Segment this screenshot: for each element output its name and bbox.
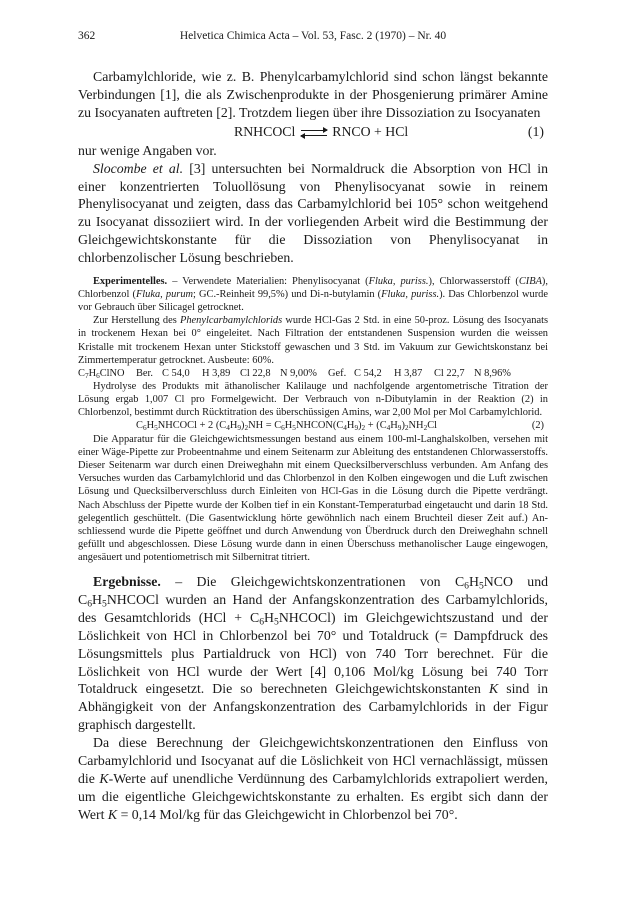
page-number: 362 bbox=[78, 30, 96, 42]
journal-title: Helvetica Chimica Acta – Vol. 53, Fasc. 2 (1970) – Nr. 40 bbox=[179, 30, 447, 42]
analysis-formula: $C_7H_6ClNO$ bbox=[78, 367, 125, 380]
intro-paragraph-2: Slocombe et al. [3] untersuchten bei Normaldruck die Absorption von HCl in einer konzentrierten Toluollösung von Phenylisocyanat sowie in reinem Phenylisocyanat und zeigten, dass das Carbamylchlorid bei 105° schon weitgehend zu Isocyanat dissoziiert wird. In der vorliegenden Arbeit wird die Bestimmung der Gleichgewichtskonstante für die Dissoziation von Phenylisocyanat in chlorbenzolischer Lösung beschrieben. bbox=[78, 160, 548, 266]
author-citation: Slocombe et al. bbox=[93, 160, 184, 176]
experimental-materials: Experimentelles. – Verwendete Materialien: Phenylisocyanat (Fluka, puriss.), Chlorwasserstoff (CIBA), Chlorbenzol (Fluka, purum; GC.-Reinheit 99,5%) und Di-n-butylamin (Fluka, puriss.). Das Chlorbenzol wurde vor Gebrauch über Silicagel getrocknet. bbox=[78, 276, 548, 314]
experimental-heading: Experimentelles. bbox=[93, 276, 168, 288]
results-heading: Ergebnisse. bbox=[93, 574, 161, 590]
equation-1-left: RNHCOCl bbox=[234, 123, 296, 139]
equation-2-formula: $C_6H_5NHCOCl + 2$ $(C_4H_9)_2NH$ = $C_6H_5NHCON(C_4H_9)_2 + (C_4H_9)_2NH_2Cl$ bbox=[136, 420, 438, 432]
article-body bbox=[78, 68, 548, 824]
equation-2-number: (2) bbox=[531, 420, 544, 432]
elemental-analysis: $C_7H_6ClNO$ Ber. C 54,0 H 3,89 Cl 22,8 N 9,00% Gef. C 54,2 H 3,87 Cl 22,7 N 8,96% bbox=[78, 367, 511, 380]
results-paragraph-1: Ergebnisse. – Die Gleichgewichtskonzentrationen von $C_6H_5NCO$ und $C_6H_5NHCOCl$ wurden an Hand der Anfangskonzentration des Carbamylchlorids, des Gesamtchlorids $(HCl + C_6H_5NHCOCl)$ im Gleichgewichtszustand und der Löslichkeit von HCl in Chlorbenzol bei 70° und Totaldruck (= Dampfdruck des Lösungsmittels plus Partialdruck von HCl) von 740 Torr berechnet. Für die Löslichkeit von HCl wurde der Wert [4] 0,106 Mol/kg Lösung bei 740 Torr Totaldruck eingesetzt. Die so berechneten Gleichgewichtskonstanten K sind in Abhängigkeit von der Anfangskonzentration des Carbamylchlorids in der Figur graphisch dargestellt. bbox=[78, 574, 549, 733]
equation-1-right: RNCO + HCl bbox=[332, 123, 409, 139]
experimental-hydrolysis: Hydrolyse des Produkts mit äthanolischer Kalilauge und nachfolgende argentometrische Titration der Lösung ergab 1,007 Cl pro Formelgewicht. Der Verbrauch von n-Dibutylamin in der Reaktion (2) in Chlorbenzol, bestimmt durch Rücktitration des überschüssigen Amins, war 2,00 Mol per Mol Carbamylchlorid. bbox=[78, 380, 548, 418]
results-paragraph-2: Da diese Berechnung der Gleichgewichtskonzentrationen den Einfluss von Carbamylchlorid und Isocyanat auf die Löslichkeit von HCl vernachlässigt, müssen die K-Werte auf unendliche Verdünnung des Carbamylchlorids extrapoliert werden, um die eigentliche Gleichgewichtskonstante zu erhalten. Es ergibt sich dann der Wert K = 0,14 Mol/kg für das Gleichgewicht in Chlorbenzol bei 70°. bbox=[78, 735, 548, 822]
experimental-apparatus: Die Apparatur für die Gleichgewichtsmessungen bestand aus einem 100-ml-Langhalskolben, versehen mit einer Wäge-Pipette zur Probeentnahme und einem Seitenarm zur Ableitung des entstandenen Chlorwasserstoffs. Dieser Seitenarm war durch einen Dreiweghahn mit einem Quecksilberverschluss verbunden. Am Anfang des Versuches wurden das Carbamylchlorid und das Chlorbenzol in den Kolben eingewogen und die Luft zwischen Lösung und Quecksilberverschluss durch Einleiten von HCl-Gas in die Lösung durch die Pipette verdrängt. Nach Abschluss der Pipette wurde der Kolben tief in ein Konstant-Temperaturbad eingetaucht und darin 18 Std. gelegentlich geschüttelt. (Die Gasentwicklung hörte gewöhnlich nach einem Bruchteil dieser Zeit auf.) Anschliessend wurde die Pipette geöffnet und durch Anwendung von Überdruck durch den Dreiweghahn schnell gefüllt und abgeschlossen. Diese Lösung wurde dann in einen Überschuss methanolischer Lauge eingewogen, angesäuert und potentiometrisch mit Silbernitrat titriert. bbox=[78, 434, 548, 563]
intro-paragraph-1-end: nur wenige Angaben vor. bbox=[78, 142, 217, 158]
equation-2 bbox=[78, 419, 548, 433]
intro-paragraph-1: Carbamylchloride, wie z. B. Phenylcarbamylchlorid sind schon längst bekannte Verbindungen [1], die als Zwischenprodukte in der Phosgenierung primärer Amine zu Isocyanaten auftreten [2]. Trotzdem liegen über ihre Dissoziation zu Isocyanaten bbox=[78, 69, 548, 120]
experimental-preparation: Zur Herstellung des Phenylcarbamylchlorids wurde HCl-Gas 2 Std. in eine 50-proz. Lösung des Isocyanats in trockenem Hexan bei 0° eingeleitet. Nach Filtration der entstandenen Suspension wurden die weissen Kristalle mit trockenem Hexan unter Stickstoff gewaschen und 3 Std. im Vakuum zur Gewichtskonstanz bei Zimmertemperatur getrocknet. Ausbeute: 60%. bbox=[78, 315, 549, 366]
equation-1-number: (1) bbox=[527, 123, 544, 139]
equation-1 bbox=[78, 122, 548, 142]
equilibrium-arrows-icon bbox=[301, 127, 327, 139]
